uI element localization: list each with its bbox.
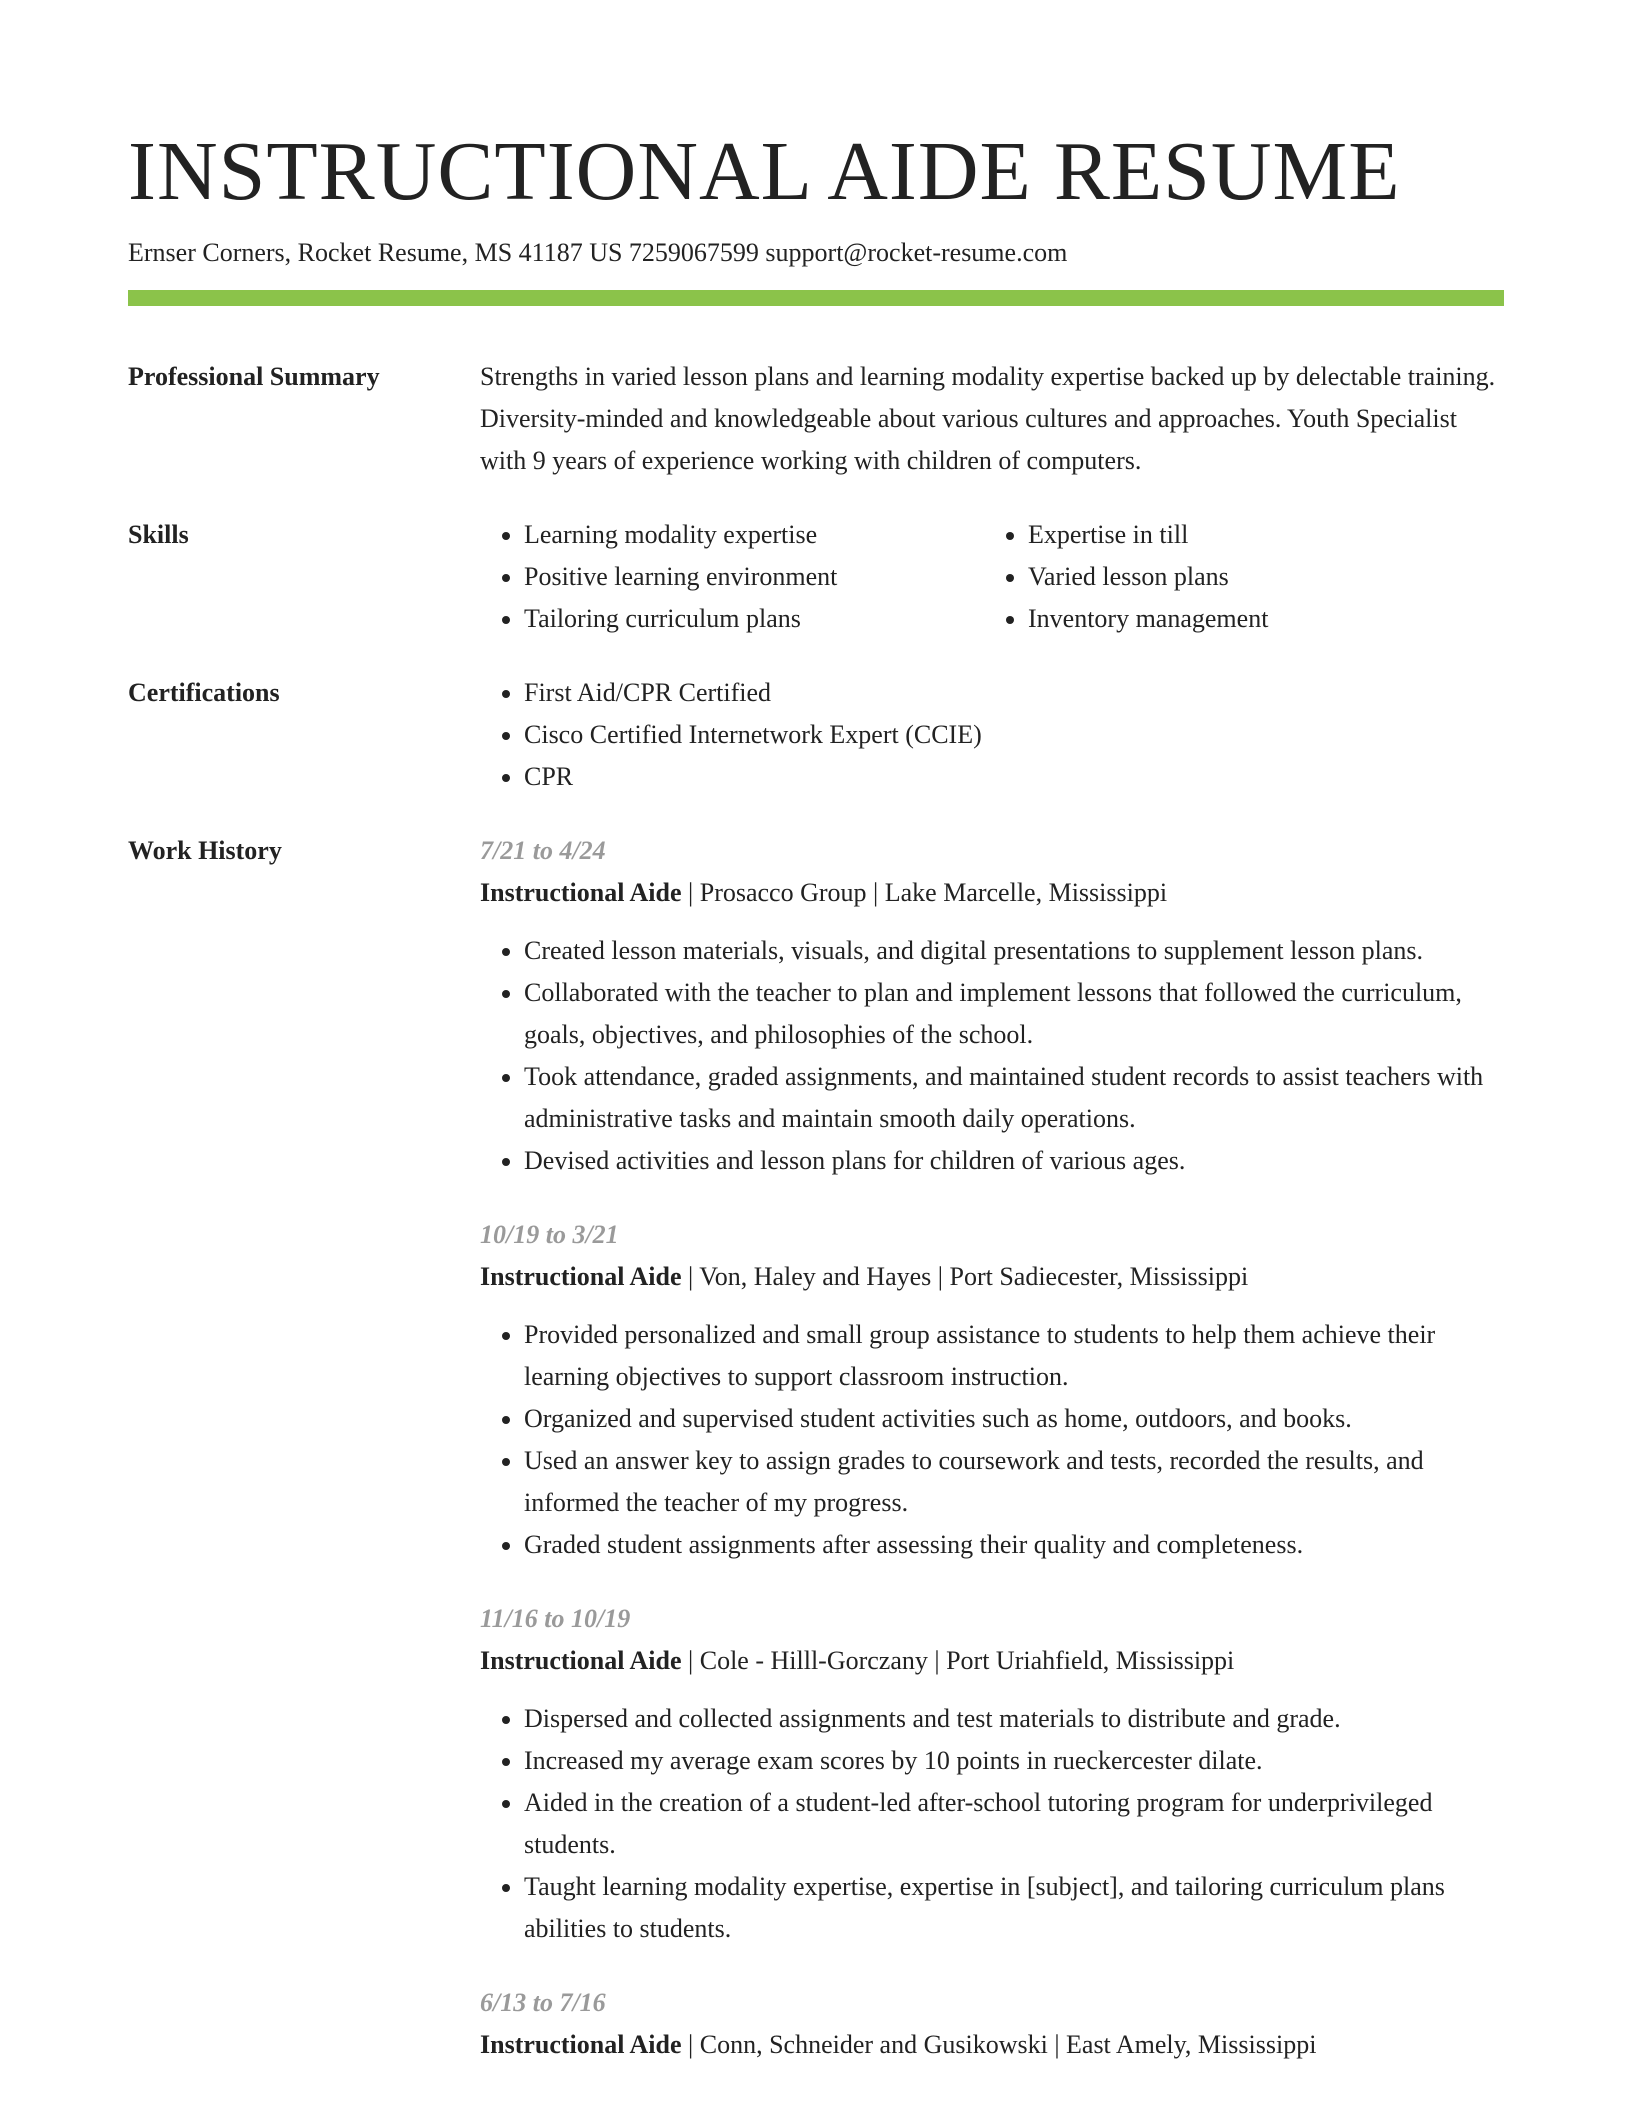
skills-column-2 [984, 514, 1504, 640]
job-details: | Prosacco Group | Lake Marcelle, Mississippi [681, 878, 1168, 907]
summary-section [128, 356, 1504, 482]
job-bullets [480, 930, 1504, 1182]
job-title-line [480, 2024, 1504, 2066]
job-bullet: • Created lesson materials, visuals, and digital presentations to supplement lesson plans. [524, 930, 1504, 972]
job-bullet: • Increased my average exam scores by 10 points in rueckercester dilate. [524, 1740, 1504, 1782]
job-bullet: • Used an answer key to assign grades to coursework and tests, recorded the results, and informed the teacher of my progress. [524, 1440, 1504, 1524]
certifications-list [480, 672, 1504, 798]
job-dates: 10/19 to 3/21 [480, 1220, 619, 1249]
job-bullets [480, 1314, 1504, 1566]
certifications-content [480, 672, 1504, 798]
skill-item: • Inventory management [1028, 598, 1504, 640]
skill-item: • Expertise in till [1028, 514, 1504, 556]
job-details: | Von, Haley and Hayes | Port Sadiecester, Mississippi [681, 1262, 1249, 1291]
job-bullet: • Provided personalized and small group assistance to students to help them achieve their learning objectives to support classroom instruction. [524, 1314, 1504, 1398]
job-title-line [480, 1640, 1504, 1682]
skill-item: • Positive learning environment [524, 556, 984, 598]
skills-column-1 [480, 514, 984, 640]
job-bullet: • Devised activities and lesson plans for children of various ages. [524, 1140, 1504, 1182]
job-details: | Cole - Hilll-Gorczany | Port Uriahfield, Mississippi [681, 1646, 1235, 1675]
contact-line: Ernser Corners, Rocket Resume, MS 41187 US 7259067599 support@rocket-resume.com [128, 238, 1068, 267]
resume-page [128, 116, 1504, 2098]
certification-item: • First Aid/CPR Certified [524, 672, 1504, 714]
skills-label: Skills [128, 520, 189, 549]
job-role: Instructional Aide [480, 1262, 682, 1291]
job-bullet: • Aided in the creation of a student-led after-school tutoring program for underprivileged students. [524, 1782, 1504, 1866]
job-bullet: • Collaborated with the teacher to plan and implement lessons that followed the curriculum, goals, objectives, and philosophies of the school. [524, 972, 1504, 1056]
certification-item: • Cisco Certified Internetwork Expert (CCIE) [524, 714, 1504, 756]
skill-item: • Tailoring curriculum plans [524, 598, 984, 640]
job-role: Instructional Aide [480, 1646, 682, 1675]
job-dates: 7/21 to 4/24 [480, 836, 606, 865]
work-history-label: Work History [128, 836, 282, 865]
job-entry [480, 1982, 1504, 2066]
job-dates: 11/16 to 10/19 [480, 1604, 631, 1633]
job-entry [480, 830, 1504, 1182]
skills-section [128, 514, 1504, 640]
job-details: | Conn, Schneider and Gusikowski | East Amely, Mississippi [681, 2030, 1317, 2059]
work-history-section [128, 830, 1504, 2098]
job-role: Instructional Aide [480, 2030, 682, 2059]
summary-label: Professional Summary [128, 362, 380, 391]
skills-list [480, 514, 1504, 640]
work-history-content [480, 830, 1504, 2098]
job-title-line [480, 1256, 1504, 1298]
summary-text: Strengths in varied lesson plans and learning modality expertise backed up by delectable training. Diversity-minded and knowledgeable about various cultures and approaches. Youth Specialist with 9 years of experience working with children of computers. [480, 362, 1496, 475]
accent-divider [128, 290, 1504, 306]
job-bullet: • Organized and supervised student activities such as home, outdoors, and books. [524, 1398, 1504, 1440]
job-dates: 6/13 to 7/16 [480, 1988, 606, 2017]
job-title-line [480, 872, 1504, 914]
job-bullet: • Dispersed and collected assignments and test materials to distribute and grade. [524, 1698, 1504, 1740]
resume-title: INSTRUCTIONAL AIDE RESUME [128, 125, 1401, 218]
job-bullet: • Took attendance, graded assignments, and maintained student records to assist teachers with administrative tasks and maintain smooth daily operations. [524, 1056, 1504, 1140]
job-bullet: • Graded student assignments after assessing their quality and completeness. [524, 1524, 1504, 1566]
job-entry [480, 1214, 1504, 1566]
certification-item: • CPR [524, 756, 1504, 798]
certifications-label: Certifications [128, 678, 280, 707]
certifications-section [128, 672, 1504, 798]
job-role: Instructional Aide [480, 878, 682, 907]
skill-item: • Varied lesson plans [1028, 556, 1504, 598]
skill-item: • Learning modality expertise [524, 514, 984, 556]
job-entry [480, 1598, 1504, 1950]
job-bullets [480, 1698, 1504, 1950]
job-bullet: • Taught learning modality expertise, expertise in [subject], and tailoring curriculum plans abilities to students. [524, 1866, 1504, 1950]
